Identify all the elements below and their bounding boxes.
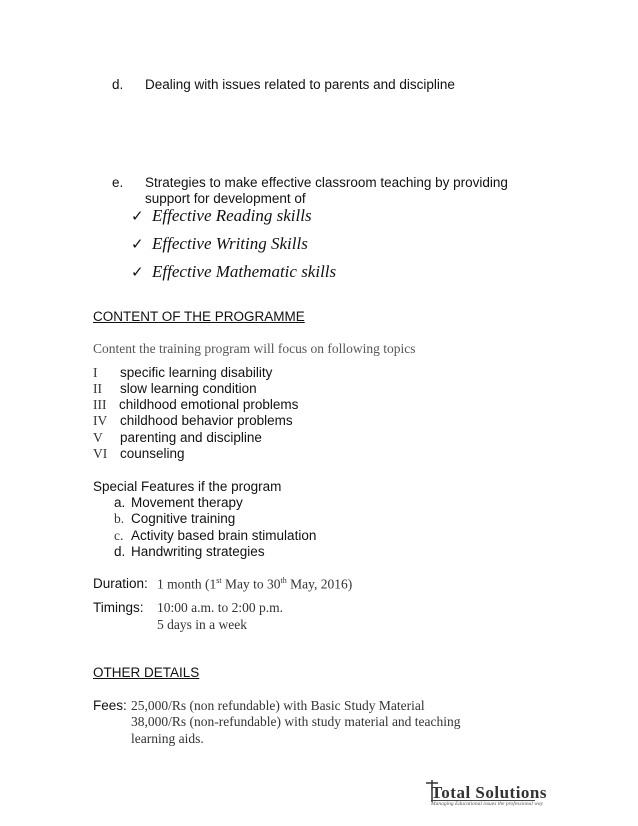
skill-item — [131, 206, 312, 226]
special-marker: a. — [114, 495, 126, 510]
special-marker: b. — [114, 511, 125, 526]
special-heading: Special Features if the program — [93, 479, 282, 494]
timings-hours: 10:00 a.m. to 2:00 p.m. — [157, 600, 283, 615]
topic-text: childhood behavior problems — [120, 413, 293, 428]
item-e-line1: Strategies to make effective classroom teaching by providing — [145, 175, 508, 190]
skill-item — [131, 262, 336, 282]
topic-number: II — [93, 381, 102, 396]
timings-days: 5 days in a week — [157, 617, 247, 632]
topic-number: I — [93, 365, 98, 380]
skill-label: Effective Mathematic skills — [152, 262, 337, 281]
content-heading: CONTENT OF THE PROGRAMME — [93, 309, 305, 324]
special-marker: c. — [114, 528, 124, 543]
skill-item — [131, 234, 308, 254]
checkmark-icon: ✓ — [131, 235, 144, 253]
duration-value: 1 month (1st May to 30th May, 2016) — [157, 576, 353, 592]
company-logo — [425, 778, 545, 808]
fees-label: Fees: — [93, 698, 127, 713]
special-text: Movement therapy — [131, 495, 243, 510]
special-marker: d. — [114, 544, 126, 559]
topic-text: counseling — [120, 446, 185, 461]
checkmark-icon: ✓ — [131, 207, 144, 225]
item-d-marker: d. — [112, 77, 124, 92]
topic-number: IV — [93, 413, 108, 428]
special-text: Cognitive training — [131, 511, 236, 526]
item-d-text: Dealing with issues related to parents and discipline — [145, 77, 455, 92]
topic-text: parenting and discipline — [120, 430, 262, 445]
topic-number: III — [93, 397, 107, 412]
topic-number: VI — [93, 446, 108, 461]
skill-label: Effective Writing Skills — [152, 234, 308, 253]
item-e-line2: support for development of — [145, 191, 306, 206]
logo-name: Total Solutions — [431, 783, 547, 802]
fees-line: 38,000/Rs (non-refundable) with study material and teaching — [131, 714, 461, 729]
item-e-marker: e. — [112, 175, 124, 190]
topic-text: childhood emotional problems — [119, 397, 299, 412]
duration-label: Duration: — [93, 576, 148, 591]
checkmark-icon: ✓ — [131, 263, 144, 281]
logo-tagline: Managing Educational issues the professional way — [431, 801, 544, 807]
topic-text: slow learning condition — [120, 381, 257, 396]
skill-label: Effective Reading skills — [152, 206, 312, 225]
topic-text: specific learning disability — [120, 365, 273, 380]
topic-number: V — [93, 430, 103, 445]
content-intro: Content the training program will focus on following topics — [93, 341, 416, 356]
fees-line: learning aids. — [131, 731, 204, 746]
special-text: Activity based brain stimulation — [131, 528, 317, 543]
other-details-heading: OTHER DETAILS — [93, 665, 200, 680]
special-text: Handwriting strategies — [131, 544, 265, 559]
fees-line: 25,000/Rs (non refundable) with Basic Study Material — [131, 698, 425, 713]
timings-label: Timings: — [93, 600, 144, 615]
